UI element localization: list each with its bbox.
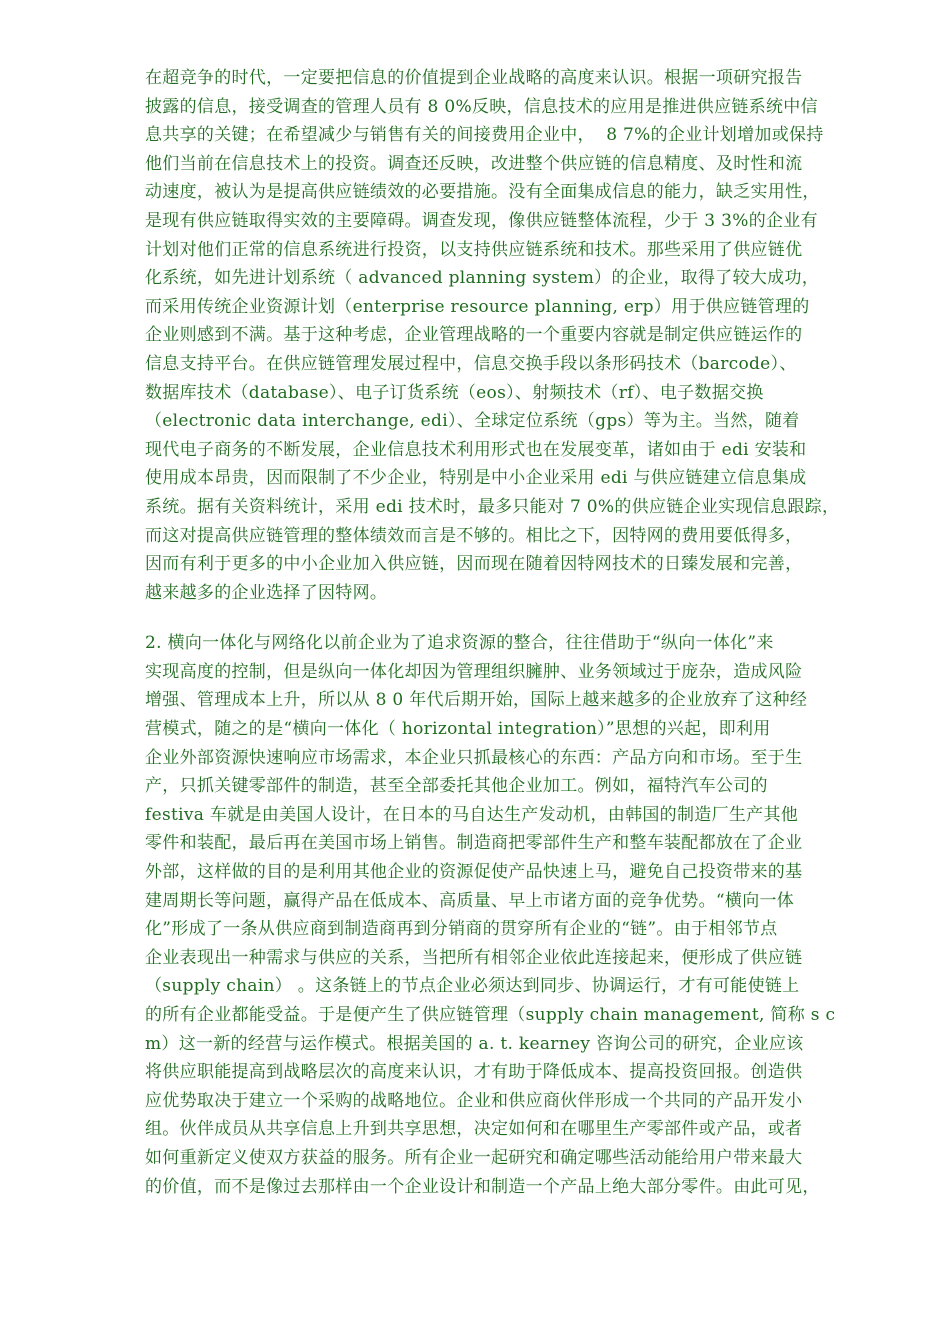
text-line: m）这一新的经营与运作模式。根据美国的 a. t. kearney 咨询公司的研究，企业应该 <box>145 1033 804 1054</box>
text-line: 越来越多的企业选择了因特网。 <box>145 582 388 603</box>
text-line: 现代电子商务的不断发展，企业信息技术利用形式也在发展变革，诸如由于 edi 安装和 <box>145 439 807 460</box>
text-line: 系统。据有关资料统计，采用 edi 技术时，最多只能对 7 0%的供应链企业实现信息跟踪， <box>145 496 840 517</box>
text-line: 使用成本昂贵，因而限制了不少企业，特别是中小企业采用 edi 与供应链建立信息集成 <box>145 468 807 489</box>
text-line: 如何重新定义使双方获益的服务。所有企业一起研究和确定哪些活动能给用户带来最大 <box>145 1147 803 1168</box>
document-page <box>145 64 890 1201</box>
text-line: 2. 横向一体化与网络化以前企业为了追求资源的整合，往往借助于“纵向一体化”来 <box>145 633 774 654</box>
text-line: 营模式，随之的是“横向一体化（ horizontal integration）”思想的兴起，即利用 <box>145 719 771 740</box>
text-line: 增强、管理成本上升，所以从 8 0 年代后期开始，国际上越来越多的企业放弃了这种经 <box>145 690 808 711</box>
text-line: festiva 车就是由美国人设计，在日本的马自达生产发动机，由韩国的制造厂生产其他 <box>145 804 799 825</box>
text-line: 建周期长等问题，赢得产品在低成本、高质量、早上市诸方面的竞争优势。“横向一体 <box>145 890 795 911</box>
text-line: 数据库技术（database）、电子订货系统（eos）、射频技术（rf）、电子数据交换 <box>145 382 764 403</box>
text-line: （supply chain） 。这条链上的节点企业必须达到同步、协调运行，才有可能使链上 <box>145 976 800 997</box>
paragraph-horizontal-integration <box>145 629 890 1201</box>
paragraph-information-sharing <box>145 64 890 607</box>
text-line: 化系统，如先进计划系统（ advanced planning system）的企业，取得了较大成功， <box>145 268 820 289</box>
text-line: 而这对提高供应链管理的整体绩效而言是不够的。相比之下，因特网的费用要低得多， <box>145 525 803 546</box>
text-line: 零件和装配，最后再在美国市场上销售。制造商把零部件生产和整车装配都放在了企业 <box>145 833 803 854</box>
text-line: 企业外部资源快速响应市场需求，本企业只抓最核心的东西：产品方向和市场。至于生 <box>145 747 803 768</box>
text-line: 实现高度的控制，但是纵向一体化却因为管理组织臃肿、业务领域过于庞杂，造成风险 <box>145 661 803 682</box>
text-line: 动速度，被认为是提高供应链绩效的必要措施。没有全面集成信息的能力，缺乏实用性， <box>145 182 820 203</box>
text-line: 是现有供应链取得实效的主要障碍。调查发现，像供应链整体流程，少于 3 3%的企业有 <box>145 210 818 231</box>
text-line: 应优势取决于建立一个采购的战略地位。企业和供应商伙伴形成一个共同的产品开发小 <box>145 1090 803 1111</box>
text-line: （electronic data interchange, edi）、全球定位系统（gps）等为主。当然，随着 <box>145 411 800 432</box>
text-line: 化”形成了一条从供应商到制造商再到分销商的贯穿所有企业的“链”。由于相邻节点 <box>145 919 778 940</box>
text-line: 组。伙伴成员从共享信息上升到共享思想，决定如何和在哪里生产零部件或产品，或者 <box>145 1119 803 1140</box>
text-line: 企业则感到不满。基于这种考虑，企业管理战略的一个重要内容就是制定供应链运作的 <box>145 325 803 346</box>
text-line: 而采用传统企业资源计划（enterprise resource planning, erp）用于供应链管理的 <box>145 296 810 317</box>
text-line: 计划对他们正常的信息系统进行投资，以支持供应链系统和技术。那些采用了供应链优 <box>145 239 803 260</box>
text-line: 外部，这样做的目的是利用其他企业的资源促使产品快速上马，避免自己投资带来的基 <box>145 862 803 883</box>
text-line: 的价值，而不是像过去那样由一个企业设计和制造一个产品上绝大部分零件。由此可见， <box>145 1176 820 1197</box>
text-line: 披露的信息，接受调查的管理人员有 8 0%反映，信息技术的应用是推进供应链系统中信 <box>145 96 818 117</box>
text-line: 他们当前在信息技术上的投资。调查还反映，改进整个供应链的信息精度、及时性和流 <box>145 153 803 174</box>
text-line: 企业表现出一种需求与供应的关系，当把所有相邻企业依此连接起来，便形成了供应链 <box>145 947 803 968</box>
text-line: 将供应职能提高到战略层次的高度来认识，才有助于降低成本、提高投资回报。创造供 <box>145 1062 803 1083</box>
text-line: 在超竞争的时代，一定要把信息的价值提到企业战略的高度来认识。根据一项研究报告 <box>145 68 803 88</box>
text-line: 的所有企业都能受益。于是便产生了供应链管理（supply chain management, 简称 s c <box>145 1005 836 1025</box>
text-line: 息共享的关键；在希望减少与销售有关的间接费用企业中， 8 7%的企业计划增加或保持 <box>145 125 824 146</box>
text-line: 信息支持平台。在供应链管理发展过程中，信息交换手段以条形码技术（barcode）、 <box>145 353 797 374</box>
text-line: 产，只抓关键零部件的制造，甚至全部委托其他企业加工。例如，福特汽车公司的 <box>145 776 768 797</box>
paragraph-gap <box>145 607 890 629</box>
text-line: 因而有利于更多的中小企业加入供应链，因而现在随着因特网技术的日臻发展和完善， <box>145 554 803 575</box>
